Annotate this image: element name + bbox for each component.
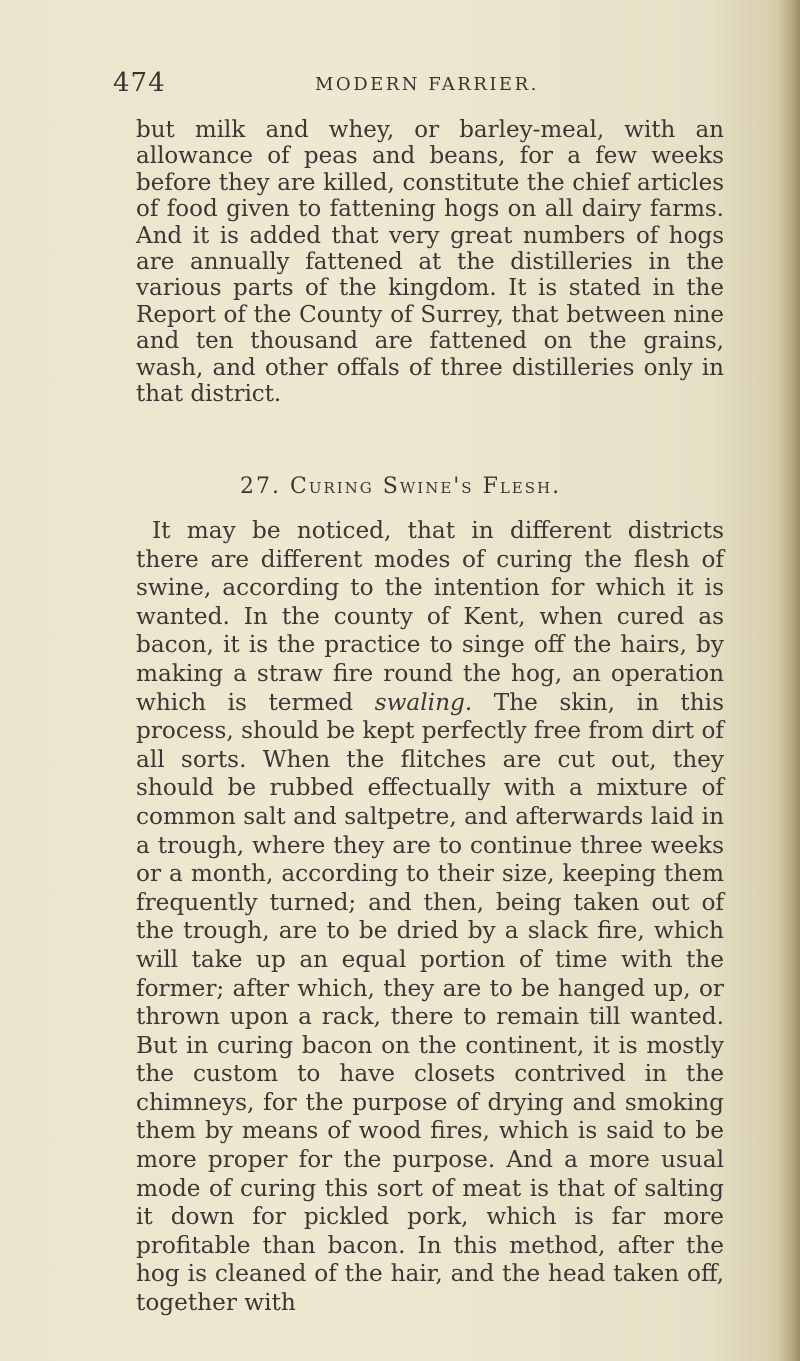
- paragraph-2: [136, 517, 724, 1318]
- paragraph-2-start: It may be noticed, that in different districts there are different modes of curing the flesh of swine, according to the intention for which it is wanted. In the county of Kent, when cured as bacon, it is the practice to singe off the hairs, by making a straw fire round the hog, an operation which is termed: [136, 517, 724, 716]
- running-head: MODERN FARRIER.: [315, 74, 539, 95]
- italic-term: swaling: [374, 688, 465, 716]
- page-header: [113, 68, 633, 108]
- paragraph-1: but milk and whey, or barley-meal, with an allowance of peas and beans, for a few weeks before they are killed, constitute the chief articles of food given to fattening hogs on all dairy farms. And it is added that very great numbers of hogs are annually fattened at the distilleries in the various parts of the kingdom. It is stated in the Report of the County of Surrey, that between nine and ten thousand are fattened on the grains, wash, and other offals of three distilleries only in that district.: [136, 117, 724, 408]
- page-number: 474: [113, 68, 166, 98]
- paragraph-2-rest: . The skin, in this process, should be kept perfectly free from dirt of all sorts. When the flitches are cut out, they should be rubbed effectually with a mixture of common salt and saltpetre, and afterwards laid in a trough, where they are to continue three weeks or a month, according to their size, keeping them frequently turned; and then, being taken out of the trough, are to be dried by a slack fire, which will take up an equal portion of time with the former; after which, they are to be hanged up, or thrown upon a rack, there to remain till wanted. But in curing bacon on the continent, it is mostly the custom to have closets contrived in the chimneys, for the purpose of drying and smoking them by means of wood fires, which is said to be more proper for the purpose. And a more usual mode of curing this sort of meat is that of salting it down for pickled pork, which is far more profitable than bacon. In this method, after the hog is cleaned of the hair, and the head taken off, together with: [136, 688, 725, 1317]
- page-edge-shadow: [778, 0, 800, 1361]
- section-heading: 27. Curing Swine's Flesh.: [240, 474, 562, 499]
